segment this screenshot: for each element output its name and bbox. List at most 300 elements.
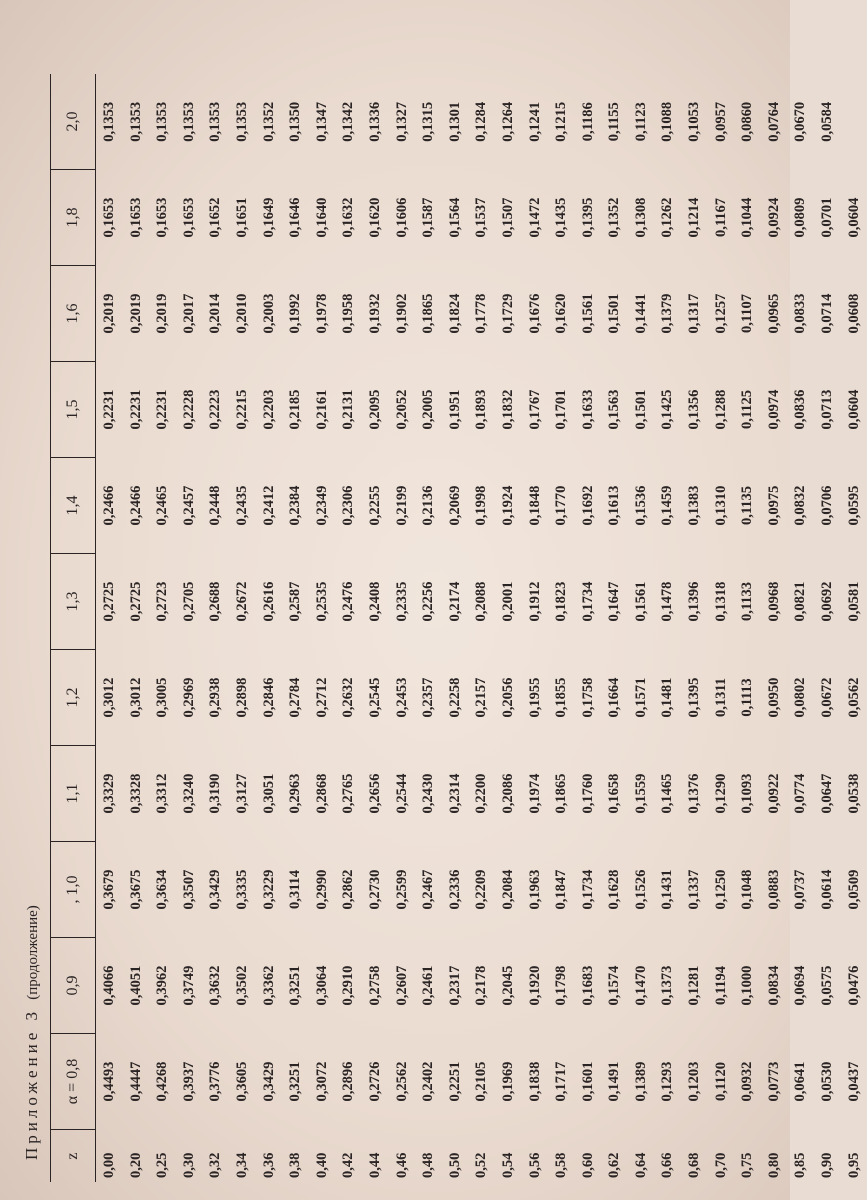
table-cell: 0,2255 [366,485,383,526]
table-cell: 0,1653 [101,197,117,238]
table-cell: 0,2231 [154,389,171,430]
table-cell: 0,3329 [101,773,117,814]
table-cell: 0,0476 [845,965,862,1006]
table-cell: 0,1561 [579,293,596,334]
table-cell: 0,3335 [233,869,250,910]
table-cell: 0,1000 [739,965,756,1006]
table-cell: 0,2412 [260,485,277,526]
table-cell: 0,1606 [393,197,410,238]
z-value-cell: 0,80 [765,1152,782,1178]
table-cell: 0,1293 [659,1061,676,1102]
table-cell: 0,1561 [632,581,649,622]
table-cell: 0,1653 [154,197,171,238]
table-cell: 0,3937 [180,1061,197,1102]
column-header: z [51,1130,96,1183]
table-cell: 0,2256 [420,581,437,622]
table-cell: 0,0883 [765,869,782,910]
table-cell: 0,1373 [659,965,676,1006]
table-cell: 0,2402 [420,1061,437,1102]
table-cell: 0,1465 [659,773,676,814]
table-row [681,74,708,1182]
table-cell: 0,1353 [154,101,171,142]
table-cell: 0,1865 [553,773,570,814]
table-cell: 0,1107 [739,293,756,334]
table-cell: 0,0437 [845,1061,862,1102]
column-header: 2,0 [51,74,96,170]
z-value-cell: 0,52 [473,1152,490,1178]
table-cell: 0,2231 [101,389,117,430]
table-cell: 0,1044 [739,197,756,238]
table-cell: 0,0965 [765,293,782,334]
table-cell: 0,2069 [446,485,463,526]
table-cell: 0,2136 [420,485,437,526]
table-cell: 0,1537 [473,197,490,238]
table-cell: 0,2231 [127,389,144,430]
table-cell: 0,3072 [313,1061,330,1102]
table-row [309,74,336,1182]
table-row [202,74,229,1182]
table-cell: 0,2174 [446,581,463,622]
table-cell: 0,1978 [313,293,330,334]
table-cell: 0,1628 [606,869,623,910]
table-cell: 0,1601 [579,1061,596,1102]
table-cell: 0,1459 [659,485,676,526]
table-cell: 0,2317 [446,965,463,1006]
table-cell: 0,2726 [366,1061,383,1102]
table-cell: 0,1262 [659,197,676,238]
table-cell: 0,2457 [180,485,197,526]
table-cell: 0,2846 [260,677,277,718]
table-row [335,74,362,1182]
table-cell: 0,1113 [739,678,756,717]
table-cell: 0,2862 [340,869,357,910]
table-cell: 0,1647 [606,581,623,622]
table-cell: 0,0701 [819,197,836,238]
table-cell: 0,3749 [180,965,197,1006]
table-cell: 0,1431 [659,869,676,910]
table-cell: 0,2199 [393,485,410,526]
table-cell: 0,2336 [446,869,463,910]
table-cell: 0,2430 [420,773,437,814]
table-cell: 0,2466 [127,485,144,526]
table-cell: 0,0595 [845,485,862,526]
z-value-cell: 0,56 [526,1152,543,1178]
table-row [575,74,602,1182]
table-cell: 0,1932 [366,293,383,334]
table-cell: 0,2200 [473,773,490,814]
column-header: 1,6 [51,266,96,362]
table-cell: 0,1865 [420,293,437,334]
table-cell: 0,1048 [739,869,756,910]
table-cell: 0,1823 [553,581,570,622]
table-row [415,74,442,1182]
table-cell: 0,1311 [712,677,729,718]
table-cell: 0,1832 [499,389,516,430]
table-cell: 0,1347 [313,101,330,142]
table-cell: 0,1133 [739,581,756,622]
table-cell: 0,2784 [287,677,304,718]
table-cell: 0,1327 [393,101,410,142]
table-cell: 0,1350 [287,101,304,142]
table-cell: 0,2384 [287,485,304,526]
z-value-cell: 0,54 [499,1152,516,1178]
table-cell: 0,0821 [792,581,809,622]
table-row [256,74,283,1182]
table-cell: 0,2587 [287,581,304,622]
table-cell: 0,2535 [313,581,330,622]
table-cell: 0,1760 [579,773,596,814]
table-cell: 0,2335 [393,581,410,622]
table-cell: 0,2765 [340,773,357,814]
table-cell: 0,1920 [526,965,543,1006]
table-cell: 0,1481 [659,677,676,718]
z-value-cell: 0,32 [207,1152,224,1178]
table-cell: 0,2349 [313,485,330,526]
table-cell: 0,1646 [287,197,304,238]
table-cell: 0,0714 [819,293,836,334]
table-cell: 0,0834 [765,965,782,1006]
table-cell: 0,2084 [499,869,516,910]
table-cell: 0,2209 [473,869,490,910]
table-row [601,74,628,1182]
table-cell: 0,2476 [340,581,357,622]
table-cell: 0,0922 [765,773,782,814]
table-cell: 0,2251 [446,1061,463,1102]
table-cell: 0,1563 [606,389,623,430]
z-value-cell: 0,30 [180,1152,197,1178]
z-value-cell: 0,42 [340,1152,357,1178]
column-header: , 1,0 [51,842,96,938]
table-cell: 0,1651 [233,197,250,238]
table-cell: 0,2185 [287,389,304,430]
table-cell: 0,1093 [739,773,756,814]
table-cell: 0,3229 [260,869,277,910]
table-cell: 0,1664 [606,677,623,718]
table-cell: 0,1998 [473,485,490,526]
table-cell: 0,3127 [233,773,250,814]
table-cell: 0,2910 [340,965,357,1006]
table-cell: 0,1676 [526,293,543,334]
column-header: α = 0,8 [51,1034,96,1130]
table-cell: 0,2086 [499,773,516,814]
table-cell: 0,2357 [420,677,437,718]
table-cell: 0,2990 [313,869,330,910]
table-cell: 0,1155 [606,102,623,142]
table-cell: 0,1501 [632,389,649,430]
table-cell [841,74,867,170]
table-cell: 0,1969 [499,1061,516,1102]
table-cell: 0,1507 [499,197,516,238]
table-cell: 0,1798 [553,965,570,1006]
z-value-cell: 0,34 [233,1152,250,1178]
table-cell: 0,2467 [420,869,437,910]
table-cell: 0,2562 [393,1061,410,1102]
table-cell: 0,4066 [101,965,117,1006]
table-cell: 0,2969 [180,677,197,718]
table-cell: 0,0957 [712,101,729,142]
table-cell: 0,1478 [659,581,676,622]
table-cell: 0,2656 [366,773,383,814]
table-cell: 0,1912 [526,581,543,622]
table-cell: 0,1389 [632,1061,649,1102]
table-cell: 0,2019 [154,293,171,334]
table-cell: 0,2712 [313,677,330,718]
table-cell: 0,1633 [579,389,596,430]
table-cell: 0,1653 [180,197,197,238]
table-cell: 0,3679 [101,869,117,910]
table-cell: 0,1632 [340,197,357,238]
table-cell: 0,1308 [632,197,649,238]
table-cell: 0,0774 [792,773,809,814]
table-cell: 0,1135 [739,485,756,526]
table-cell: 0,1342 [340,101,357,142]
table-cell: 0,1770 [553,485,570,526]
table-row [814,74,841,1182]
table-cell: 0,2088 [473,581,490,622]
table-cell: 0,0833 [792,293,809,334]
z-value-cell: 0,36 [260,1152,277,1178]
table-cell: 0,1167 [712,197,729,238]
table-cell: 0,1317 [686,293,703,334]
table-cell: 0,1652 [207,197,224,238]
table-cell: 0,1215 [553,101,570,142]
z-value-cell: 0,60 [579,1152,596,1178]
table-cell: 0,2672 [233,581,250,622]
table-cell: 0,1683 [579,965,596,1006]
table-cell: 0,2465 [154,485,171,526]
table-cell: 0,1758 [579,677,596,718]
table-cell: 0,1587 [420,197,437,238]
column-header: 1,8 [51,170,96,266]
table-cell: 0,2545 [366,677,383,718]
table-cell: 0,3632 [207,965,224,1006]
table-row [787,74,814,1182]
table-cell: 0,2157 [473,677,490,718]
table-cell: 0,1613 [606,485,623,526]
table-cell: 0,2599 [393,869,410,910]
table-cell: 0,1315 [420,101,437,142]
table-cell: 0,3776 [207,1061,224,1102]
table-cell: 0,1214 [686,197,703,238]
table-row [442,74,469,1182]
table-cell: 0,3429 [207,869,224,910]
z-value-cell: 0,00 [101,1152,117,1178]
column-header: 1,4 [51,458,96,554]
caption-subtitle: (продолжение) [25,905,41,1000]
table-row [176,74,203,1182]
table-cell: 0,2045 [499,965,516,1006]
table-cell: 0,2019 [101,293,117,334]
table-cell: 0,0530 [819,1061,836,1102]
table-cell: 0,1053 [686,101,703,142]
table-cell: 0,3005 [154,677,171,718]
table-cell: 0,3429 [260,1061,277,1102]
table-cell: 0,4493 [101,1061,117,1102]
table-cell: 0,0509 [845,869,862,910]
table-cell: 0,2005 [420,389,437,430]
table-cell: 0,2131 [340,389,357,430]
table-cell: 0,1472 [526,197,543,238]
table-cell: 0,1318 [712,581,729,622]
table-cell: 0,1125 [739,389,756,430]
table-cell: 0,2203 [260,389,277,430]
table-cell: 0,0562 [845,677,862,718]
table-cell: 0,0608 [845,293,862,334]
table-cell: 0,4447 [127,1061,144,1102]
table-cell: 0,1352 [606,197,623,238]
table-cell: 0,1924 [499,485,516,526]
table-cell: 0,1264 [499,101,516,142]
table-cell: 0,3012 [101,677,117,718]
table-cell: 0,1955 [526,677,543,718]
table-cell: 0,0836 [792,389,809,430]
table-row [362,74,389,1182]
table-cell: 0,1290 [712,773,729,814]
table-cell: 0,2314 [446,773,463,814]
z-value-cell: 0,48 [420,1152,437,1178]
column-header: 1,3 [51,554,96,650]
table-cell: 0,1574 [606,965,623,1006]
table-cell: 0,1848 [526,485,543,526]
table-cell: 0,0773 [765,1061,782,1102]
table-cell: 0,0604 [845,197,862,238]
table-cell: 0,2896 [340,1061,357,1102]
table-cell: 0,1203 [686,1061,703,1102]
table-cell: 0,3675 [127,869,144,910]
table-cell: 0,0672 [819,677,836,718]
table-cell: 0,1571 [632,677,649,718]
table-cell: 0,2705 [180,581,197,622]
table-row [761,74,788,1182]
table-cell: 0,1620 [553,293,570,334]
table-cell: 0,1353 [127,101,144,142]
table-cell: 0,1992 [287,293,304,334]
table-cell: 0,3251 [287,965,304,1006]
table-cell: 0,1649 [260,197,277,238]
table-cell: 0,0538 [845,773,862,814]
column-header: 0,9 [51,938,96,1034]
table-cell: 0,3962 [154,965,171,1006]
table-cell: 0,2017 [180,293,197,334]
table-row [123,74,150,1182]
table-cell: 0,3190 [207,773,224,814]
table-cell: 0,0575 [819,965,836,1006]
table-cell: 0,0647 [819,773,836,814]
table-cell: 0,1658 [606,773,623,814]
table-cell: 0,1526 [632,869,649,910]
z-value-cell: 0,64 [632,1152,649,1178]
table-cell: 0,1778 [473,293,490,334]
values-table [50,74,867,1182]
table-row [282,74,309,1182]
table-row [841,74,867,1182]
table-cell: 0,0581 [845,581,862,622]
table-cell: 0,2228 [180,389,197,430]
table-cell: 0,3064 [313,965,330,1006]
table-cell: 0,1288 [712,389,729,430]
table-cell: 0,1281 [686,965,703,1006]
table-row [628,74,655,1182]
table-cell: 0,0641 [792,1061,809,1102]
z-value-cell: 0,62 [606,1152,623,1178]
table-cell: 0,1717 [553,1061,570,1102]
table-cell: 0,2095 [366,389,383,430]
table-cell: 0,2010 [233,293,250,334]
table-cell: 0,1963 [526,869,543,910]
table-cell: 0,1383 [686,485,703,526]
z-value-cell: 0,50 [446,1152,463,1178]
column-header: 1,2 [51,650,96,746]
table-cell: 0,1425 [659,389,676,430]
table-cell: 0,2632 [340,677,357,718]
table-cell: 0,1893 [473,389,490,430]
table-cell: 0,1491 [606,1061,623,1102]
table-cell: 0,3312 [154,773,171,814]
table-cell: 0,1395 [686,677,703,718]
table-cell: 0,1186 [579,102,596,142]
table-cell: 0,1734 [579,869,596,910]
table-cell: 0,0706 [819,485,836,526]
table-cell: 0,0950 [765,677,782,718]
table-cell: 0,3634 [154,869,171,910]
table-cell: 0,1353 [101,101,117,142]
table-cell: 0,3051 [260,773,277,814]
column-header: 1,5 [51,362,96,458]
table-cell: 0,0932 [739,1061,756,1102]
table-cell: 0,2730 [366,869,383,910]
table-cell: 0,3240 [180,773,197,814]
table-cell: 0,0670 [792,101,809,142]
table-cell: 0,2019 [127,293,144,334]
table-cell: 0,1123 [632,102,649,142]
table-cell: 0,1640 [313,197,330,238]
table-cell: 0,1353 [180,101,197,142]
table-cell: 0,2725 [101,581,117,622]
table-cell: 0,1701 [553,389,570,430]
table-cell: 0,0968 [765,581,782,622]
table-cell: 0,0584 [819,101,836,142]
table-cell: 0,1902 [393,293,410,334]
z-value-cell: 0,44 [366,1152,383,1178]
table-cell: 0,1194 [712,965,729,1006]
table-cell: 0,1301 [446,101,463,142]
table-cell: 0,1352 [260,101,277,142]
z-value-cell: 0,68 [686,1152,703,1178]
z-value-cell: 0,95 [845,1152,862,1178]
z-value-cell: 0,66 [659,1152,676,1178]
table-cell: 0,2178 [473,965,490,1006]
table-row [548,74,575,1182]
table-row [522,74,549,1182]
table-cell: 0,1974 [526,773,543,814]
table-cell: 0,0832 [792,485,809,526]
table-cell: 0,3507 [180,869,197,910]
table-row [229,74,256,1182]
table-cell: 0,2544 [393,773,410,814]
column-header: 1,1 [51,746,96,842]
z-value-cell: 0,75 [739,1152,756,1178]
table-cell: 0,2616 [260,581,277,622]
table-cell: 0,1241 [526,101,543,142]
table-cell: 0,0694 [792,965,809,1006]
table-cell: 0,1855 [553,677,570,718]
table-cell: 0,1536 [632,485,649,526]
table-cell: 0,3502 [233,965,250,1006]
table-cell: 0,4051 [127,965,144,1006]
table-cell: 0,1838 [526,1061,543,1102]
table-cell: 0,1441 [632,293,649,334]
table-cell: 0,1284 [473,101,490,142]
